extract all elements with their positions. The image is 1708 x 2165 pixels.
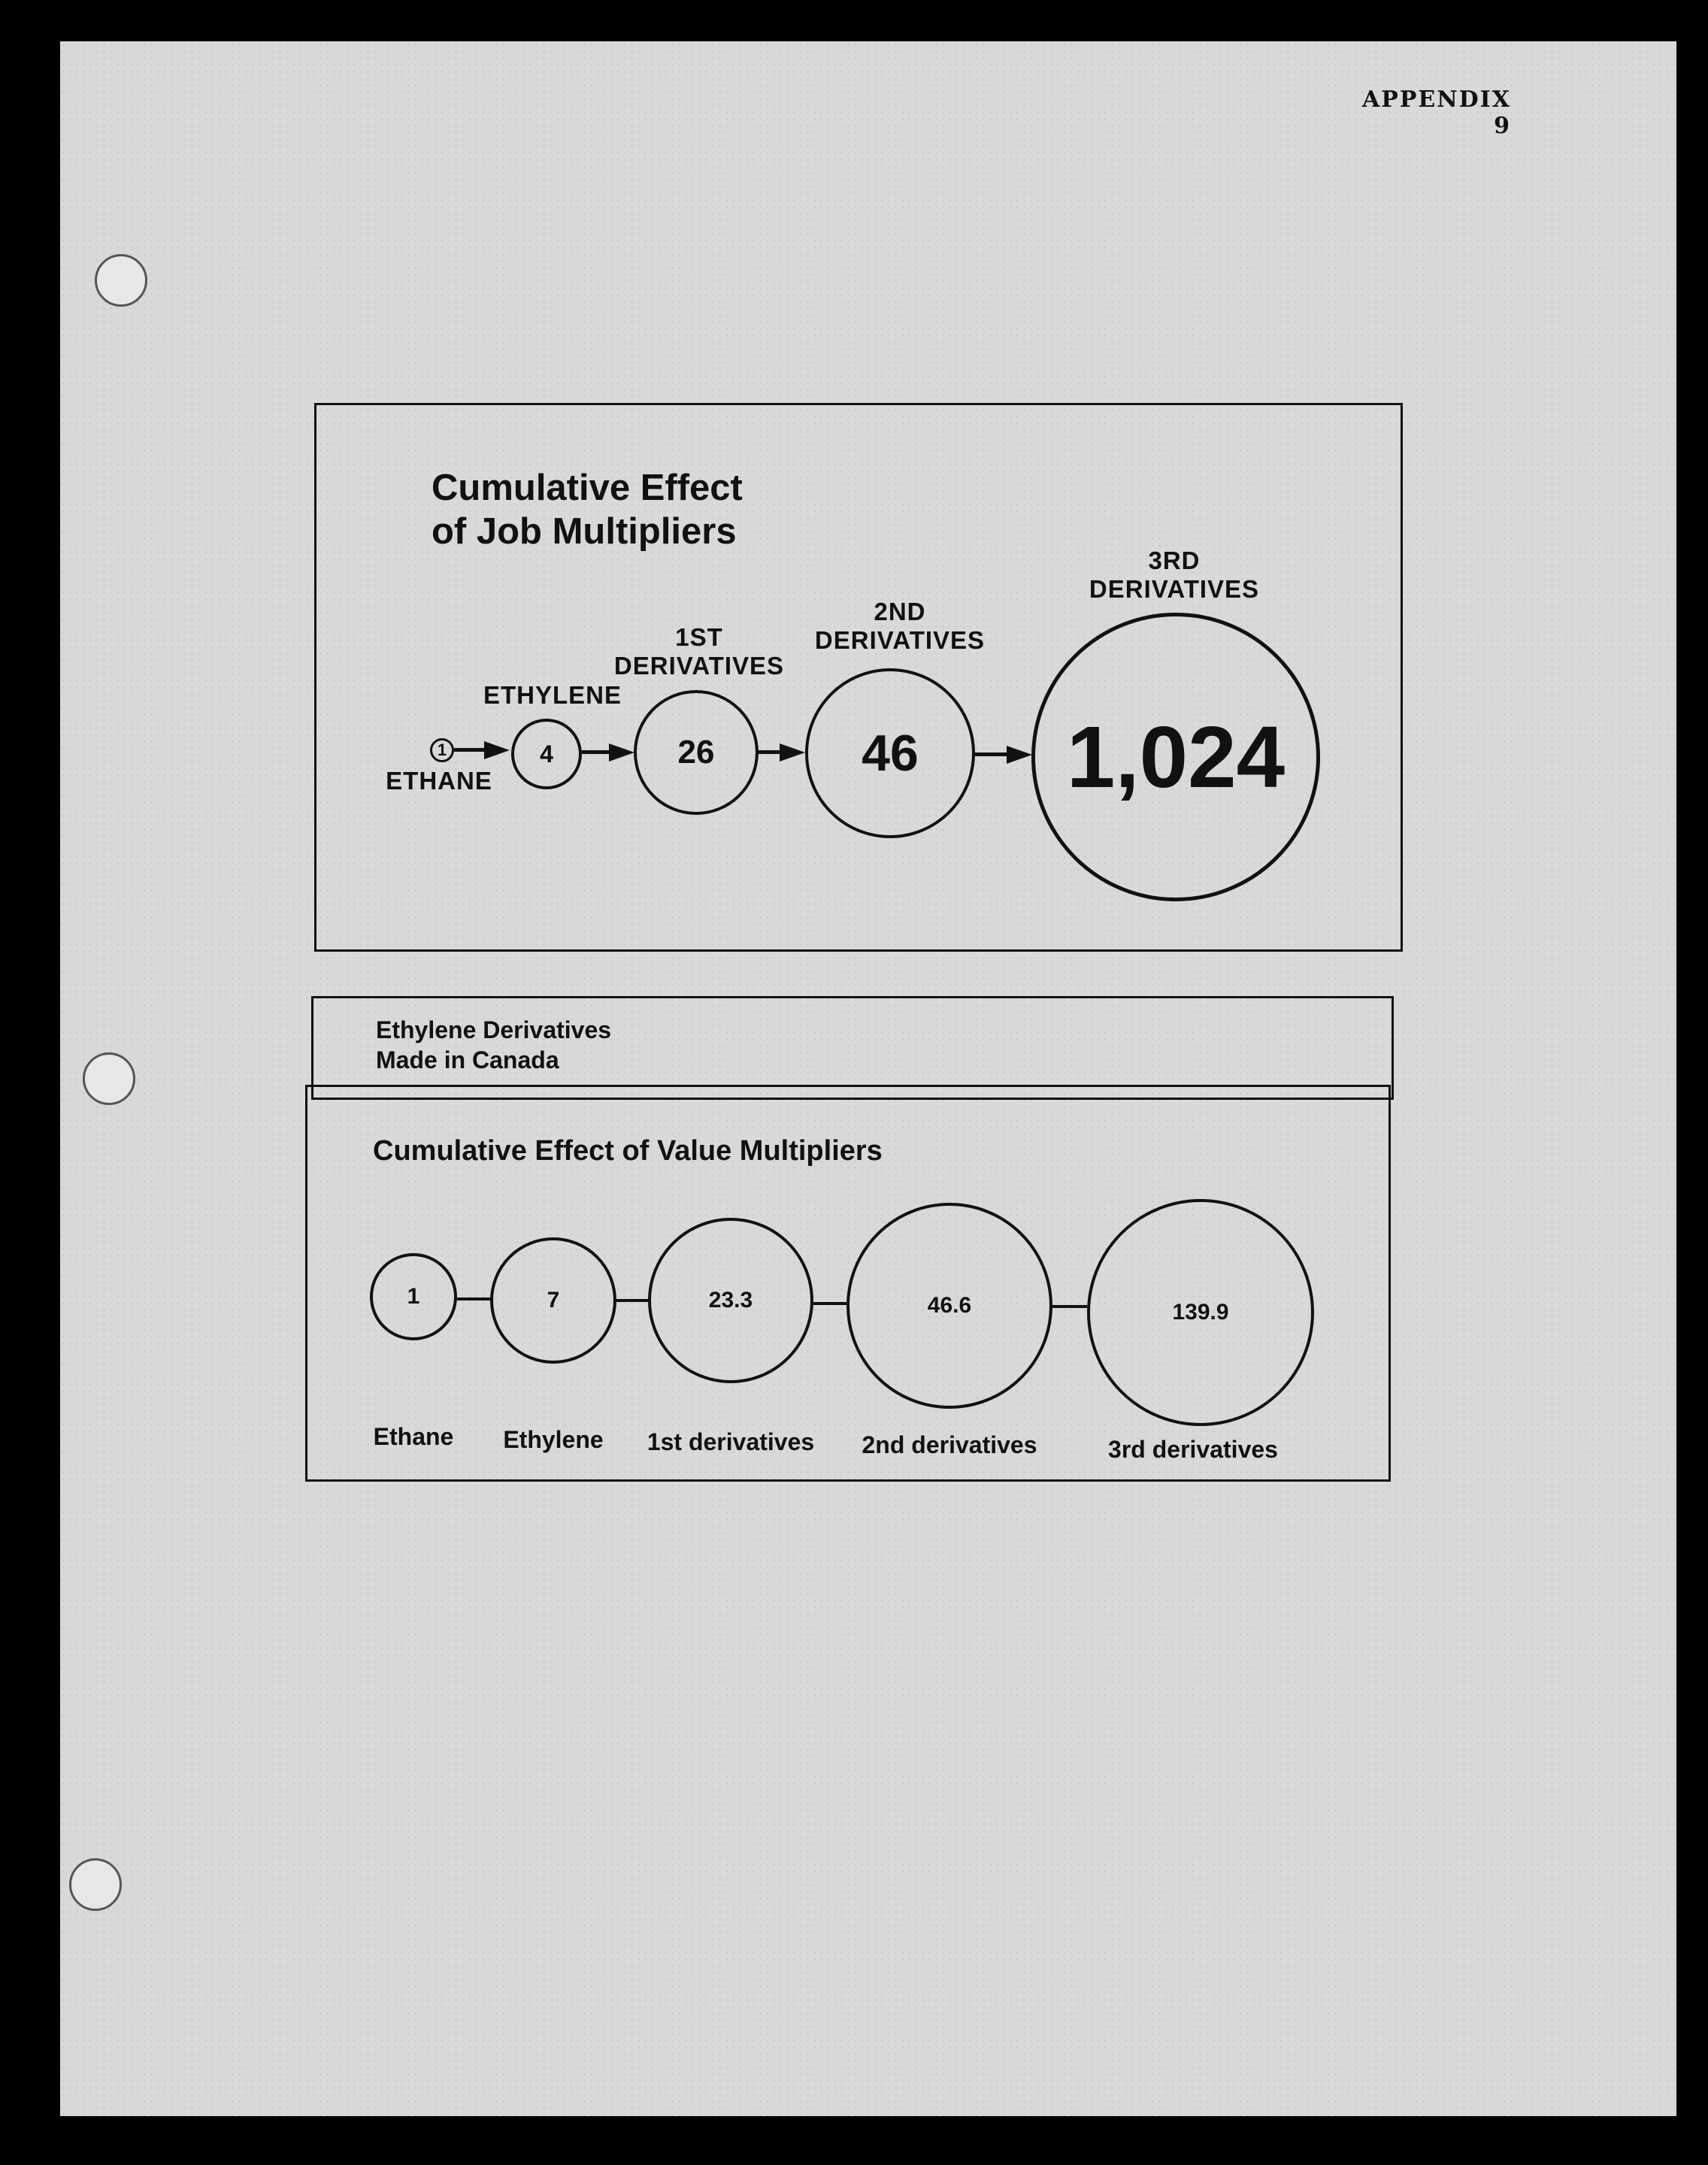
punch-hole-middle <box>83 1052 135 1105</box>
job-value-ethylene: 4 <box>540 740 553 768</box>
job-arrow-2-line <box>582 750 609 754</box>
value-connector-3 <box>813 1302 846 1305</box>
job-circle-3rd-derivatives <box>1031 613 1320 901</box>
punch-hole-bottom <box>69 1858 122 1911</box>
value-label-3rd-derivatives: 3rd derivatives <box>1108 1436 1278 1463</box>
job-value-3rd-derivatives: 1,024 <box>1066 708 1286 806</box>
value-label-ethylene: Ethylene <box>503 1426 604 1453</box>
value-circle-2nd-derivatives <box>846 1203 1052 1409</box>
value-ethane: 1 <box>407 1284 420 1309</box>
job-value-ethane: 1 <box>437 740 447 759</box>
punch-hole-top <box>95 254 147 307</box>
value-ethylene: 7 <box>547 1288 560 1313</box>
value-multipliers-title: Cumulative Effect of Value Multipliers <box>373 1135 883 1167</box>
job-label-3rd-derivatives: 3RD DERIVATIVES <box>1089 547 1260 603</box>
job-arrow-4-head <box>1007 746 1032 764</box>
value-circle-ethane <box>370 1253 457 1340</box>
job-arrow-3-head <box>780 743 805 762</box>
job-circle-ethylene <box>511 719 582 789</box>
derivatives-note-line1: Ethylene Derivatives <box>376 1016 612 1043</box>
appendix-label: APPENDIX 9 <box>1361 86 1511 139</box>
value-circle-1st-derivatives <box>648 1218 813 1383</box>
value-connector-2 <box>616 1299 648 1302</box>
value-label-ethane: Ethane <box>373 1423 454 1450</box>
value-label-1st-derivatives: 1st derivatives <box>647 1428 815 1455</box>
job-label-ethane: ETHANE <box>386 767 492 795</box>
job-circle-1st-derivatives <box>634 690 759 815</box>
job-arrow-1-head <box>484 741 510 759</box>
job-circle-ethane <box>430 738 454 762</box>
job-arrow-4-line <box>975 752 1007 756</box>
job-circle-2nd-derivatives <box>805 668 975 838</box>
value-connector-1 <box>457 1297 490 1301</box>
derivatives-note <box>376 1015 611 1075</box>
job-arrow-1-line <box>454 748 484 752</box>
job-multipliers-title-line2: of Job Multipliers <box>432 511 737 552</box>
job-value-2nd-derivatives: 46 <box>862 725 919 782</box>
value-1st-derivatives: 23.3 <box>708 1288 753 1313</box>
value-label-2nd-derivatives: 2nd derivatives <box>862 1431 1037 1458</box>
value-circle-3rd-derivatives <box>1087 1199 1314 1426</box>
job-label-2nd-derivatives: 2ND DERIVATIVES <box>814 598 986 654</box>
job-label-ethylene: ETHYLENE <box>483 681 622 709</box>
job-arrow-3-line <box>759 750 780 754</box>
value-2nd-derivatives: 46.6 <box>927 1293 972 1318</box>
value-3rd-derivatives: 139.9 <box>1172 1300 1229 1325</box>
job-label-1st-derivatives: 1ST DERIVATIVES <box>613 623 785 680</box>
job-multipliers-title <box>432 466 743 553</box>
job-multipliers-title-line1: Cumulative Effect <box>432 468 743 508</box>
derivatives-note-line2: Made in Canada <box>376 1046 559 1073</box>
value-circle-ethylene <box>490 1237 616 1364</box>
job-value-1st-derivatives: 26 <box>677 734 715 771</box>
job-arrow-2-head <box>609 743 634 762</box>
value-connector-4 <box>1052 1305 1087 1308</box>
